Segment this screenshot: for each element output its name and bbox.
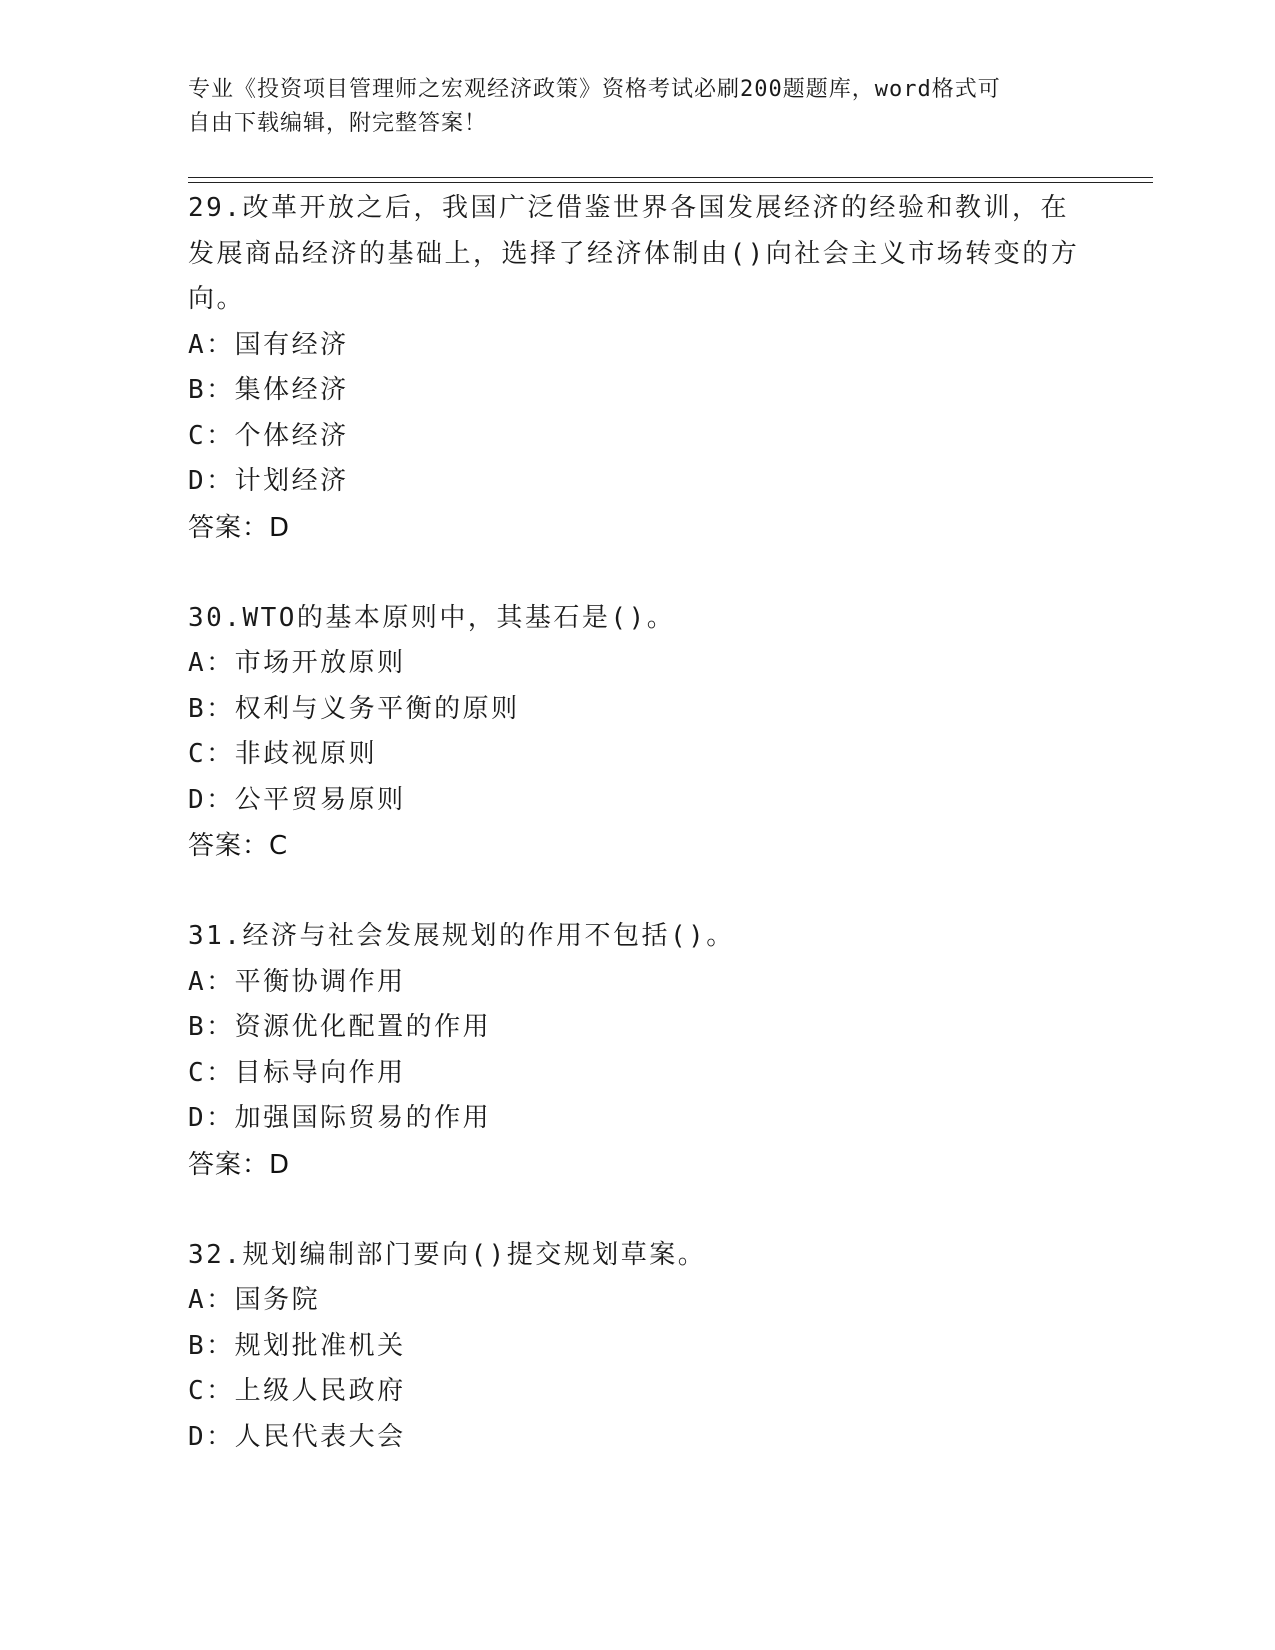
question-spacer: [188, 869, 1088, 914]
option-a: A：国有经济: [188, 329, 349, 360]
header-divider-bottom: [188, 182, 1153, 183]
option-b: B：权利与义务平衡的原则: [188, 693, 520, 724]
question-text: 32.规划编制部门要向()提交规划草案。: [188, 1239, 707, 1270]
question-spacer: [188, 551, 1088, 596]
option-c: C：目标导向作用: [188, 1057, 406, 1088]
document-header: [188, 73, 1068, 141]
option-d: D：人民代表大会: [188, 1421, 406, 1452]
question-32: [188, 1233, 1088, 1461]
question-text: 30.WTO的基本原则中，其基石是()。: [188, 602, 676, 633]
question-30: [188, 596, 1088, 870]
option-a: A：国务院: [188, 1285, 321, 1315]
option-a: A：市场开放原则: [188, 648, 406, 678]
header-line-2: 自由下载编辑，附完整答案！: [188, 111, 488, 136]
option-c: C：上级人民政府: [188, 1376, 406, 1406]
answer-label: 答案：D: [188, 1149, 291, 1180]
question-text: 29.改革开放之后，我国广泛借鉴世界各国发展经济的经验和教训，在发展商品经济的基础上，选择了经济体制由()向社会主义市场转变的方向。: [188, 193, 1080, 314]
option-c: C：个体经济: [188, 420, 349, 451]
question-list: [188, 186, 1088, 1460]
answer-label: 答案：D: [188, 512, 291, 543]
option-b: B：集体经济: [188, 375, 349, 405]
question-spacer: [188, 1188, 1088, 1233]
option-c: C：非歧视原则: [188, 739, 378, 769]
question-text: 31.经济与社会发展规划的作用不包括()。: [188, 921, 735, 951]
option-d: D：公平贸易原则: [188, 784, 406, 815]
question-31: [188, 914, 1088, 1188]
option-a: A：平衡协调作用: [188, 966, 406, 997]
option-d: D：计划经济: [188, 466, 349, 496]
option-b: B：规划批准机关: [188, 1330, 406, 1361]
question-29: [188, 186, 1088, 551]
option-d: D：加强国际贸易的作用: [188, 1103, 492, 1133]
answer-label: 答案：C: [188, 831, 289, 861]
header-divider-top: [188, 177, 1153, 178]
option-b: B：资源优化配置的作用: [188, 1012, 492, 1042]
header-line-1: 专业《投资项目管理师之宏观经济政策》资格考试必刷200题题库，word格式可: [188, 77, 1001, 102]
